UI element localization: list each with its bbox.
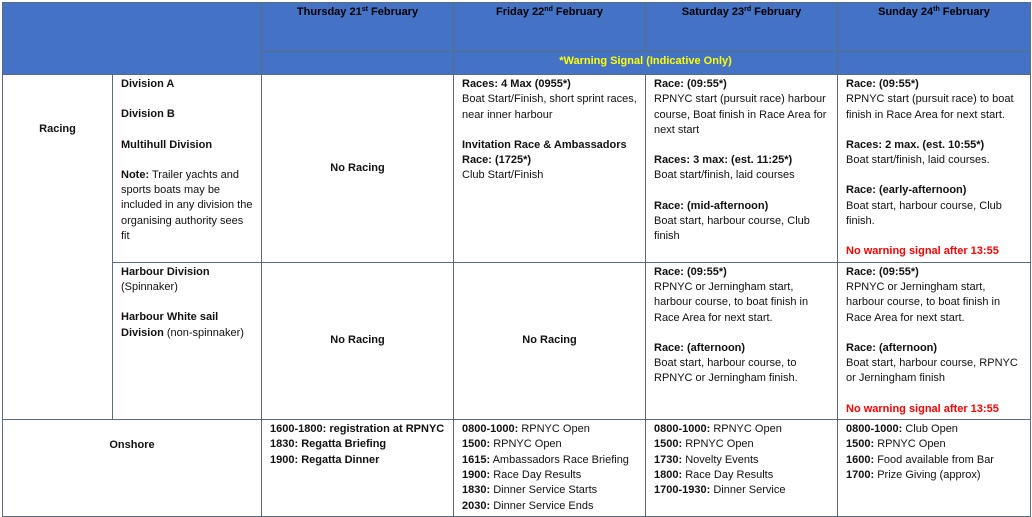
header-thursday: Thursday 21st February [262, 3, 454, 52]
onshore-label: Onshore [3, 420, 262, 517]
onshore-event: 1800: Race Day Results [654, 468, 774, 481]
onshore-event: 1500: RPNYC Open [846, 438, 946, 451]
header-saturday: Saturday 23rd February [646, 3, 838, 52]
race-details: Boat start, harbour course, Club finish. [846, 199, 1002, 228]
onshore-event: 0800-1000: RPNYC Open [654, 423, 782, 436]
division-note: Note: Trailer yachts and sports boats may be included in any division the organising authority sees fit [121, 168, 253, 243]
race-title: Race: (afternoon) [654, 341, 746, 354]
header-corner [3, 3, 262, 75]
saturday-racing-2 [646, 262, 838, 419]
warning-spacer [838, 52, 1031, 75]
sunday-racing-1 [838, 75, 1031, 263]
race-details: Boat start, harbour course, Club finish [654, 215, 810, 243]
thursday-racing-1: No Racing [262, 75, 454, 263]
sunday-racing-2 [838, 262, 1031, 419]
race-details: RPNYC or Jerningham start, harbour course, to boat finish in Race Area for next start. [846, 280, 1001, 324]
harbour-division-sub: (Spinnaker) [121, 280, 178, 293]
friday-onshore [454, 420, 646, 517]
onshore-event: 1830: Dinner Service Starts [462, 484, 598, 497]
warning-signal-note: *Warning Signal (Indicative Only) [454, 52, 838, 75]
race-details: RPNYC start (pursuit race) to boat finish in Race Area for next start. [846, 93, 1014, 121]
race-title: Invitation Race & Ambassadors Race: (1725*) [462, 138, 627, 167]
onshore-event: 1700: Prize Giving (approx) [846, 468, 981, 481]
divisions-cell [113, 75, 262, 263]
multihull-division: Multihull Division [121, 138, 213, 151]
friday-racing-2: No Racing [454, 262, 646, 419]
harbour-white-sail-division: Harbour White sail Division (non-spinnaker) [121, 311, 244, 339]
race-details: RPNYC start (pursuit race) harbour course, Boat finish in Race Area for next start [654, 93, 827, 136]
race-title: Race: (09:55*) [654, 265, 727, 278]
onshore-event: 1600-1800: registration at RPNYC [270, 423, 445, 436]
thursday-racing-2: No Racing [262, 262, 454, 419]
schedule-table [2, 2, 1031, 517]
race-details: Boat start, harbour course, to RPNYC or Jerningham finish. [654, 357, 798, 385]
race-details: Club Start/Finish [462, 169, 544, 182]
division-a: Division A [121, 78, 175, 90]
race-title: Race: (09:55*) [846, 265, 919, 278]
racing-label: Racing [3, 75, 113, 420]
race-details: Boat start/finish, laid courses. [846, 154, 990, 167]
race-details: Boat start/finish, laid courses [654, 169, 795, 182]
onshore-event: 1700-1930: Dinner Service [654, 484, 786, 497]
sunday-onshore [838, 420, 1031, 517]
race-title: Race: (mid-afternoon) [654, 199, 769, 212]
onshore-event: 1830: Regatta Briefing [270, 438, 387, 451]
race-title: Races: 2 max. (est. 10:55*) [846, 138, 985, 151]
no-warning-signal-alert: No warning signal after 13:55 [846, 245, 999, 258]
race-title: Races: 4 Max (0955*) [462, 78, 571, 90]
onshore-event: 1500: RPNYC Open [654, 438, 754, 451]
header-row [3, 3, 1031, 52]
onshore-event: 1730: Novelty Events [654, 453, 759, 466]
onshore-event: 1600: Food available from Bar [846, 453, 994, 466]
onshore-event: 1900: Race Day Results [462, 468, 582, 481]
onshore-event: 1500: RPNYC Open [462, 438, 562, 451]
saturday-racing-1 [646, 75, 838, 263]
onshore-row [3, 420, 1031, 517]
harbour-division: Harbour Division [121, 265, 210, 278]
race-title: Race: (afternoon) [846, 341, 938, 354]
racing-row-harbour [3, 262, 1031, 419]
onshore-event: 0800-1000: RPNYC Open [462, 423, 590, 436]
friday-racing-1 [454, 75, 646, 263]
harbour-divisions-cell [113, 262, 262, 419]
race-title: Race: (early-afternoon) [846, 184, 967, 197]
race-details: Boat start, harbour course, RPNYC or Jerningham finish [846, 357, 1018, 385]
race-title: Race: (09:55*) [654, 78, 727, 90]
race-details: Boat Start/Finish, short sprint races, near inner harbour [462, 93, 637, 121]
saturday-onshore [646, 420, 838, 517]
race-details: RPNYC or Jerningham start, harbour course, to boat finish in Race Area for next start. [654, 280, 809, 324]
race-title: Race: (09:55*) [846, 78, 919, 90]
onshore-event: 1900: Regatta Dinner [270, 453, 380, 466]
onshore-event: 1615: Ambassadors Race Briefing [462, 453, 629, 466]
division-b: Division B [121, 108, 175, 121]
thursday-onshore [262, 420, 454, 517]
onshore-event: 0800-1000: Club Open [846, 423, 958, 436]
no-warning-signal-alert: No warning signal after 13:55 [846, 402, 999, 415]
header-friday: Friday 22nd February [454, 3, 646, 52]
onshore-event: 2030: Dinner Service Ends [462, 499, 594, 512]
race-title: Races: 3 max: (est. 11:25*) [654, 154, 793, 167]
warning-spacer [262, 52, 454, 75]
header-sunday: Sunday 24th February [838, 3, 1031, 52]
racing-row-divisions [3, 75, 1031, 263]
